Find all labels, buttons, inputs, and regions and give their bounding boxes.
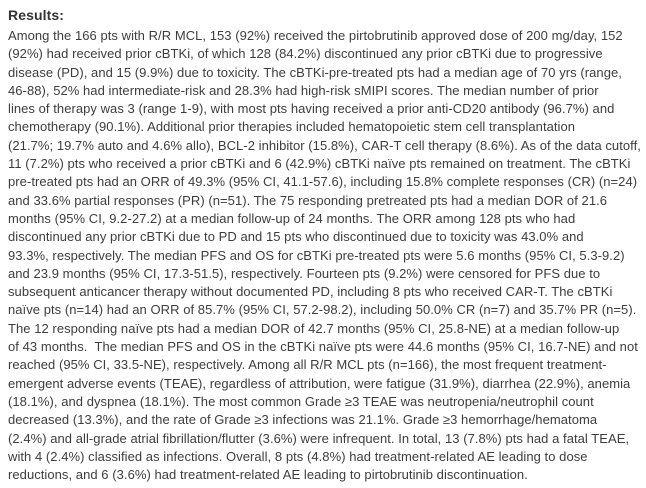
results-text-line: The 12 responding naïve pts had a median DOR of 42.7 months (95% CI, 25.8-NE) at a median follow-up bbox=[8, 320, 620, 336]
results-text-line: and 23.9 months (95% CI, 17.3-51.5), respectively. Fourteen pts (9.2%) were censored for PFS due to bbox=[8, 265, 601, 281]
results-text-line: disease (PD), and 15 (9.9%) due to toxicity. The cBTKi-pre-treated pts had a median age of 70 yrs (range, bbox=[8, 64, 622, 80]
results-text-line: (2.4%) and all-grade atrial fibrillation/flutter (3.6%) were infrequent. In total, 13 (7.8%) pts had a fatal TEAE, bbox=[8, 430, 630, 446]
results-heading: Results: bbox=[8, 7, 65, 23]
results-text-line: 11 (7.2%) pts who received a prior cBTKi and 6 (42.9%) cBTKi naïve pts remained on treatment. The cBTKi bbox=[8, 156, 631, 172]
results-text-line: with 4 (2.4%) classified as infections. Overall, 8 pts (4.8%) had treatment-related AE leading to dose bbox=[8, 448, 588, 464]
results-text-line: naïve pts (n=14) had an ORR of 85.7% (95% CI, 57.2-98.2), including 50.0% CR (n=7) and 35.7% PR (n=5). bbox=[8, 302, 637, 318]
results-text-line: subsequent anticancer therapy without documented PD, including 8 pts who received CAR-T. The cBTKi bbox=[8, 284, 613, 300]
results-text-line: and 33.6% partial responses (PR) (n=51). The 75 responding pretreated pts had a median DOR of 21.6 bbox=[8, 192, 608, 208]
results-text-line: (92%) had received prior cBTKi, of which 128 (84.2%) discontinued any prior cBTKi due to progressive bbox=[8, 46, 603, 62]
results-text-line: of 43 months. The median PFS and OS in the cBTKi naïve pts were 44.6 months (95% CI, 16.7-NE) and not bbox=[8, 339, 638, 355]
results-text-line: months (95% CI, 9.2-27.2) at a median follow-up of 24 months. The ORR among 128 pts who had bbox=[8, 210, 576, 226]
results-text-line: (21.7%; 19.7% auto and 4.6% allo), BCL-2 inhibitor (15.8%), CAR-T cell therapy (8.6%). As of the data cutoff, bbox=[8, 137, 641, 153]
results-text-line: decreased (13.3%), and the rate of Grade ≥3 infections was 21.1%. Grade ≥3 hemorrhage/hematoma bbox=[8, 412, 598, 428]
results-text-line: (18.1%), and dyspnea (18.1%). The most common Grade ≥3 TEAE was neutropenia/neutrophil count bbox=[8, 393, 594, 409]
results-body bbox=[8, 27, 640, 484]
results-text-line: chemotherapy (90.1%). Additional prior therapies included hematopoietic stem cell transplantation bbox=[8, 119, 576, 135]
results-text-line: pre-treated pts had an ORR of 49.3% (95% CI, 41.1-57.6), including 15.8% complete responses (CR) (n=24) bbox=[8, 174, 638, 190]
results-text-line: 93.3%, respectively. The median PFS and OS for cBTKi pre-treated pts were 5.6 months (95% CI, 5.3-9.2) bbox=[8, 247, 625, 263]
results-text-line: reached (95% CI, 33.5-NE), respectively. Among all R/R MCL pts (n=166), the most frequent treatment- bbox=[8, 357, 607, 373]
results-text-line: 46-88), 52% had intermediate-risk and 28.3% had high-risk sMIPI scores. The median number of prior bbox=[8, 82, 599, 98]
results-text-line: reductions, and 6 (3.6%) had treatment-related AE leading to pirtobrutinib discontinuation. bbox=[8, 467, 528, 483]
results-text-line: lines of therapy was 3 (range 1-9), with most pts having received a prior anti-CD20 antibody (96.7%) and bbox=[8, 101, 615, 117]
results-text-line: Among the 166 pts with R/R MCL, 153 (92%) received the pirtobrutinib approved dose of 200 mg/day, 152 bbox=[8, 28, 623, 43]
results-text-line: emergent adverse events (TEAE), regardless of attribution, were fatigue (31.9%), diarrhea (22.9%), anemia bbox=[8, 375, 631, 391]
results-text-line: discontinued any prior cBTKi due to PD and 15 pts who discontinued due to toxicity was 43.0% and bbox=[8, 229, 584, 245]
